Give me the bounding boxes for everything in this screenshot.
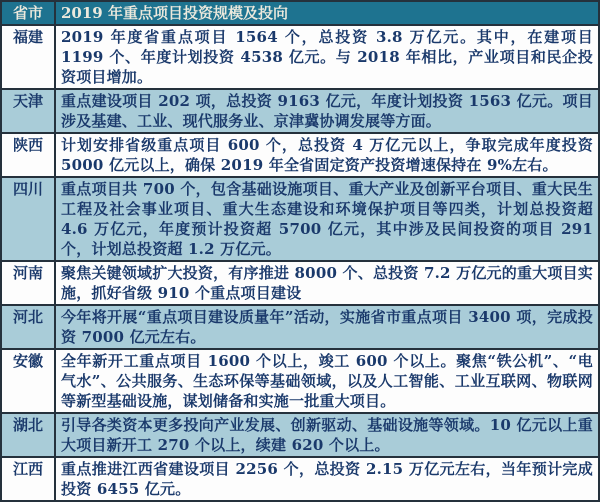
column-header-detail: 2019 年重点项目投资规模及投向 — [55, 1, 599, 25]
detail-cell: 重点项目共 700 个，包含基础设施项目、重大产业及创新平台项目、重大民生工程及社会事业项目、重大生态建设和环境保护项目等四类，计划总投资超 4.6 万亿元，年度预计投资超 5700 亿元，其中涉及民间投资的项目 291 个，计划总投资超 1.2 万亿元。 — [55, 177, 599, 261]
detail-cell: 重点推进江西省建设项目 2256 个，总投资 2.15 万亿元左右，当年预计完成投资 6455 亿元。 — [55, 457, 599, 501]
province-cell: 四川 — [1, 177, 55, 261]
province-cell: 江西 — [1, 457, 55, 501]
table-row — [1, 25, 599, 89]
table-head — [1, 1, 599, 25]
table-row — [1, 261, 599, 305]
table-header-row — [1, 1, 599, 25]
detail-cell: 全年新开工重点项目 1600 个以上，竣工 600 个以上。聚焦“铁公机”、“电气水”、公共服务、生态环保等基础领域，以及人工智能、工业互联网、物联网等新型基础设施，谋划储备和实施一批重大项目。 — [55, 349, 599, 413]
detail-cell: 引导各类资本更多投向产业发展、创新驱动、基础设施等领域。10 亿元以上重大项目新开工 270 个以上，续建 620 个以上。 — [55, 413, 599, 457]
table-body — [1, 25, 599, 501]
province-cell: 河南 — [1, 261, 55, 305]
table-row — [1, 413, 599, 457]
province-cell: 天津 — [1, 89, 55, 133]
column-header-province: 省市 — [1, 1, 55, 25]
province-cell: 安徽 — [1, 349, 55, 413]
table-row — [1, 457, 599, 501]
table-row — [1, 133, 599, 177]
province-cell: 福建 — [1, 25, 55, 89]
province-cell: 河北 — [1, 305, 55, 349]
table-row — [1, 349, 599, 413]
province-cell: 陕西 — [1, 133, 55, 177]
province-cell: 湖北 — [1, 413, 55, 457]
detail-cell: 聚焦关键领域扩大投资，有序推进 8000 个、总投资 7.2 万亿元的重大项目实施，抓好省级 910 个重点项目建设 — [55, 261, 599, 305]
detail-cell: 计划安排省级重点项目 600 个，总投资 4 万亿元以上，争取完成年度投资 5000 亿元以上，确保 2019 年全省固定资产投资增速保持在 9%左右。 — [55, 133, 599, 177]
table-row — [1, 177, 599, 261]
detail-cell: 2019 年度省重点项目 1564 个，总投资 3.8 万亿元。其中，在建项目 1199 个、年度计划投资 4538 亿元。与 2018 年相比，产业项目和民企投资项目增加。 — [55, 25, 599, 89]
table-row — [1, 89, 599, 133]
detail-cell: 今年将开展“重点项目建设质量年”活动，实施省市重点项目 3400 项，完成投资 7000 亿元左右。 — [55, 305, 599, 349]
table-row — [1, 305, 599, 349]
detail-cell: 重点建设项目 202 项，总投资 9163 亿元，年度计划投资 1563 亿元。项目涉及基建、工业、现代服务业、京津冀协调发展等方面。 — [55, 89, 599, 133]
